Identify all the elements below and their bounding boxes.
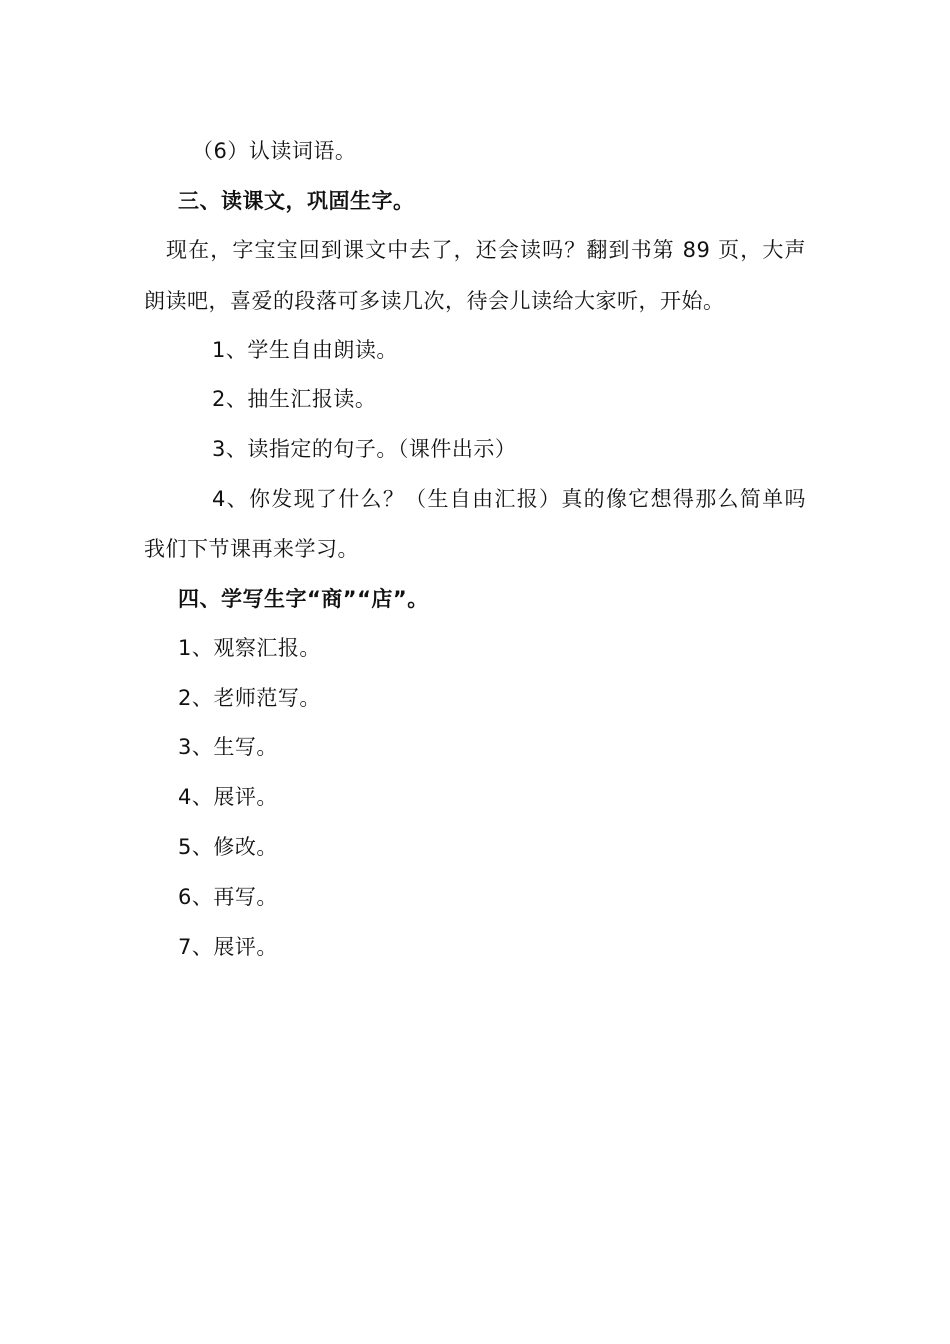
section-3-heading: 三、读课文，巩固生字。 bbox=[178, 189, 415, 213]
section-4-item-6: 6、再写。 bbox=[178, 885, 278, 909]
section-3-item-1: 1、学生自由朗读。 bbox=[212, 338, 398, 362]
section-3-item-3: 3、读指定的句子。（课件出示） bbox=[212, 437, 517, 461]
section-3-item-4-line-2: 我们下节课再来学习。 bbox=[144, 537, 359, 561]
step-6-read-words: （6）认读词语。 bbox=[192, 139, 357, 163]
section-3-item-2: 2、抽生汇报读。 bbox=[212, 387, 377, 411]
section-4-item-2: 2、老师范写。 bbox=[178, 686, 321, 710]
section-3-intro-line-1: 现在，字宝宝回到课文中去了，还会读吗？翻到书第 89 页，大声 bbox=[166, 238, 806, 262]
section-4-item-3: 3、生写。 bbox=[178, 735, 278, 759]
section-4-item-4: 4、展评。 bbox=[178, 785, 278, 809]
section-4-item-5: 5、修改。 bbox=[178, 835, 278, 859]
section-4-item-1: 1、观察汇报。 bbox=[178, 636, 321, 660]
section-4-heading: 四、学写生字“商”“店”。 bbox=[178, 587, 429, 611]
section-3-intro-line-2: 朗读吧，喜爱的段落可多读几次，待会儿读给大家听，开始。 bbox=[144, 289, 725, 313]
section-3-item-4-line-1: 4、你发现了什么？（生自由汇报）真的像它想得那么简单吗 bbox=[212, 487, 806, 511]
section-4-item-7: 7、展评。 bbox=[178, 935, 278, 959]
